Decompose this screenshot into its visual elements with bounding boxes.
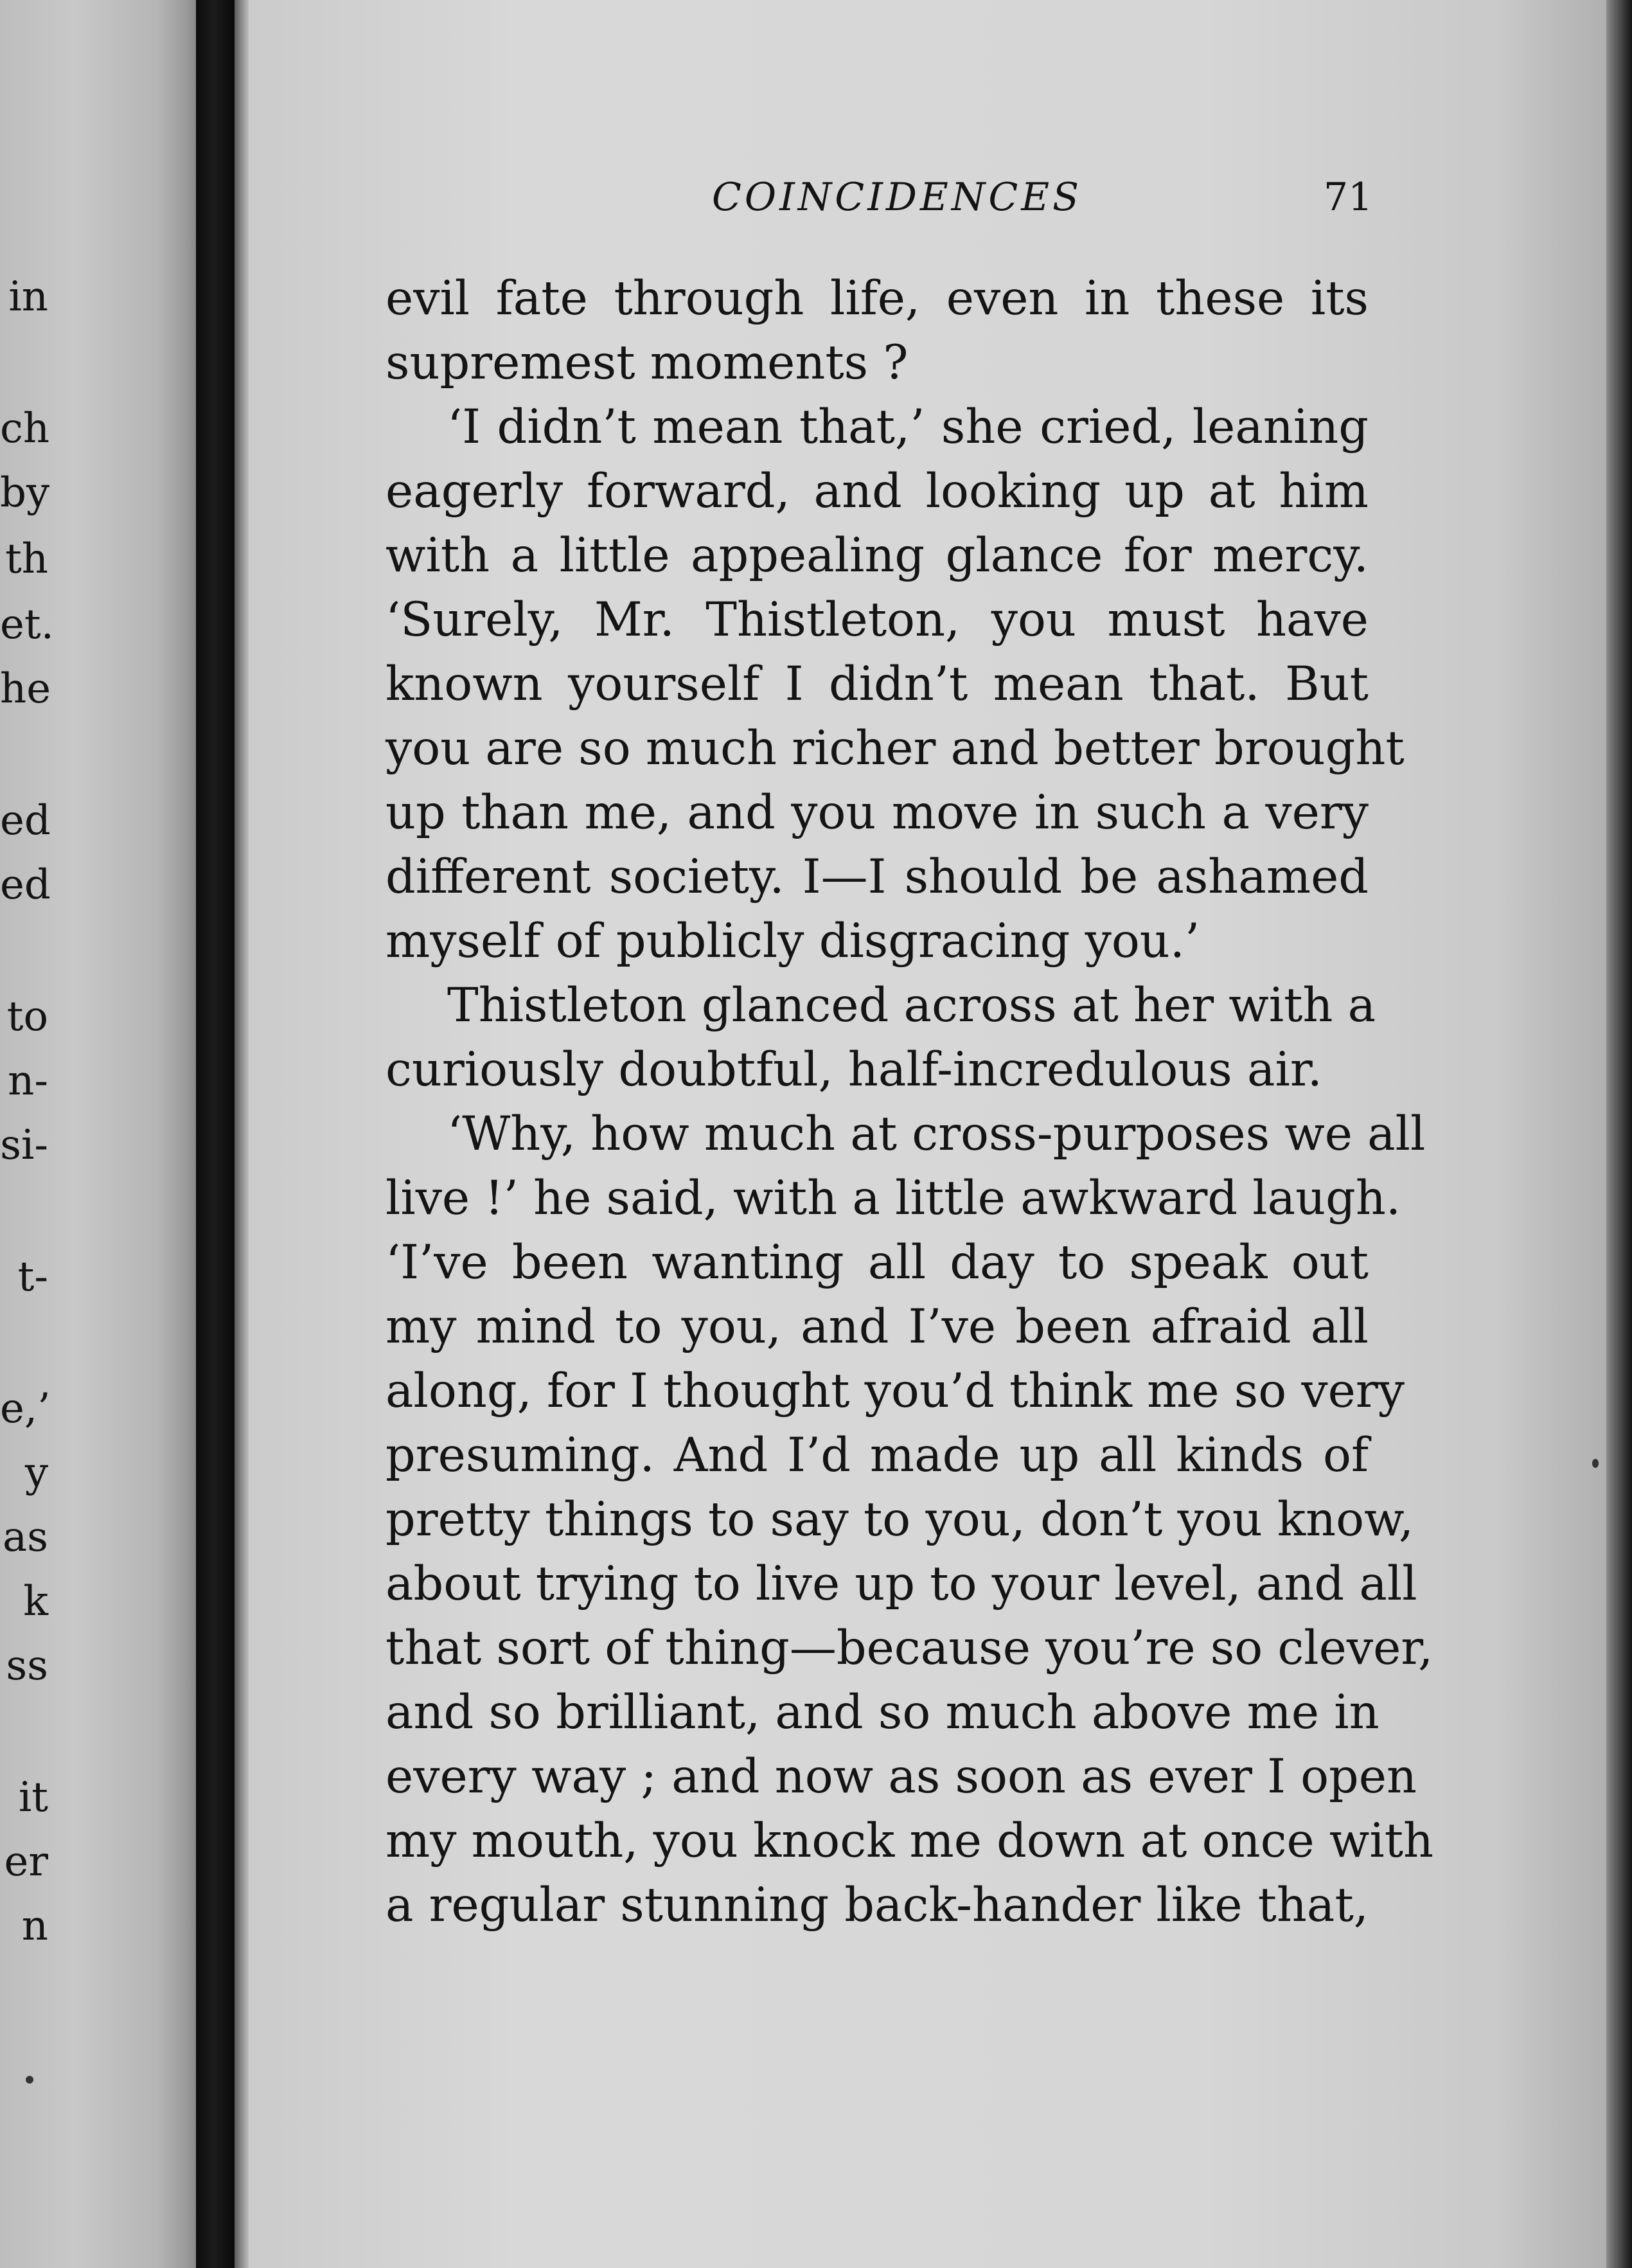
text-line: ‘I didn’t mean that,’ she cried, leaning bbox=[447, 400, 1369, 454]
left-page-fragment: er bbox=[4, 1838, 48, 1886]
text-line: known yourself I didn’t mean that. But bbox=[386, 657, 1369, 711]
text-line: my mind to you, and I’ve been afraid all bbox=[386, 1299, 1369, 1354]
scan-speck bbox=[1592, 1459, 1599, 1468]
text-line: a regular stunning back-hander like that, bbox=[386, 1878, 1369, 1933]
left-page-fragment: ch bbox=[0, 405, 50, 452]
text-line: Thistleton glanced across at her with a bbox=[447, 978, 1376, 1033]
text-line: evil fate through life, even in these its bbox=[386, 271, 1369, 326]
left-page-fragment: n- bbox=[8, 1057, 48, 1105]
left-page-fragment: in bbox=[8, 273, 48, 321]
text-line: ‘Surely, Mr. Thistleton, you must have bbox=[386, 593, 1369, 647]
text-line: supremest moments ? bbox=[386, 335, 909, 390]
page-right-edge bbox=[1606, 0, 1632, 2268]
left-page-fragment: e,’ bbox=[0, 1385, 51, 1433]
text-line: different society. I—I should be ashamed bbox=[386, 850, 1369, 904]
left-page-fragment: n bbox=[21, 1902, 48, 1950]
text-line: with a little appealing glance for mercy. bbox=[386, 528, 1369, 583]
left-page-fragment: y bbox=[24, 1449, 48, 1497]
previous-page-edge bbox=[0, 0, 186, 2268]
left-page-fragment: k bbox=[23, 1578, 48, 1625]
text-line: and so brilliant, and so much above me in bbox=[386, 1685, 1379, 1740]
text-line: presuming. And I’d made up all kinds of bbox=[386, 1428, 1369, 1483]
left-page-fragment: ed bbox=[0, 861, 51, 909]
text-line: up than me, and you move in such a very bbox=[386, 785, 1369, 840]
left-page-fragment: as bbox=[3, 1513, 48, 1561]
text-line: curiously doubtful, half-incredulous air. bbox=[386, 1042, 1322, 1097]
left-page-fragment: ss bbox=[6, 1642, 48, 1690]
left-page-fragment: to bbox=[6, 993, 48, 1040]
text-line: you are so much richer and better brought bbox=[386, 721, 1405, 776]
text-line: ‘I’ve been wanting all day to speak out bbox=[386, 1235, 1369, 1290]
text-line: myself of publicly disgracing you.’ bbox=[386, 914, 1200, 969]
left-page-fragment: si- bbox=[0, 1121, 48, 1169]
text-line: every way ; and now as soon as ever I open bbox=[386, 1749, 1417, 1804]
text-line: along, for I thought you’d think me so very bbox=[386, 1364, 1405, 1418]
book-spine bbox=[196, 0, 235, 2268]
left-page-fragment: he bbox=[0, 665, 51, 713]
spine-edge bbox=[235, 0, 249, 2268]
text-line: my mouth, you knock me down at once with bbox=[386, 1814, 1434, 1868]
text-line: eagerly forward, and looking up at him bbox=[386, 464, 1369, 519]
text-line: that sort of thing—because you’re so clever, bbox=[386, 1621, 1433, 1675]
scan-speck bbox=[26, 2076, 33, 2084]
running-title: COINCIDENCES bbox=[712, 175, 1083, 220]
text-line: ‘Why, how much at cross-purposes we all bbox=[447, 1107, 1426, 1161]
left-page-fragment: it bbox=[18, 1774, 48, 1821]
text-line: about trying to live up to your level, and all bbox=[386, 1557, 1417, 1611]
text-line: pretty things to say to you, don’t you know, bbox=[386, 1492, 1414, 1547]
text-line: live !’ he said, with a little awkward laugh. bbox=[386, 1171, 1401, 1226]
left-page-fragment: th bbox=[5, 535, 48, 583]
left-page-fragment: et. bbox=[0, 601, 54, 648]
left-page-fragment: t- bbox=[17, 1253, 48, 1301]
page-number: 71 bbox=[1324, 175, 1373, 220]
left-page-fragment: by bbox=[0, 469, 50, 517]
left-page-fragment: ed bbox=[0, 797, 51, 844]
